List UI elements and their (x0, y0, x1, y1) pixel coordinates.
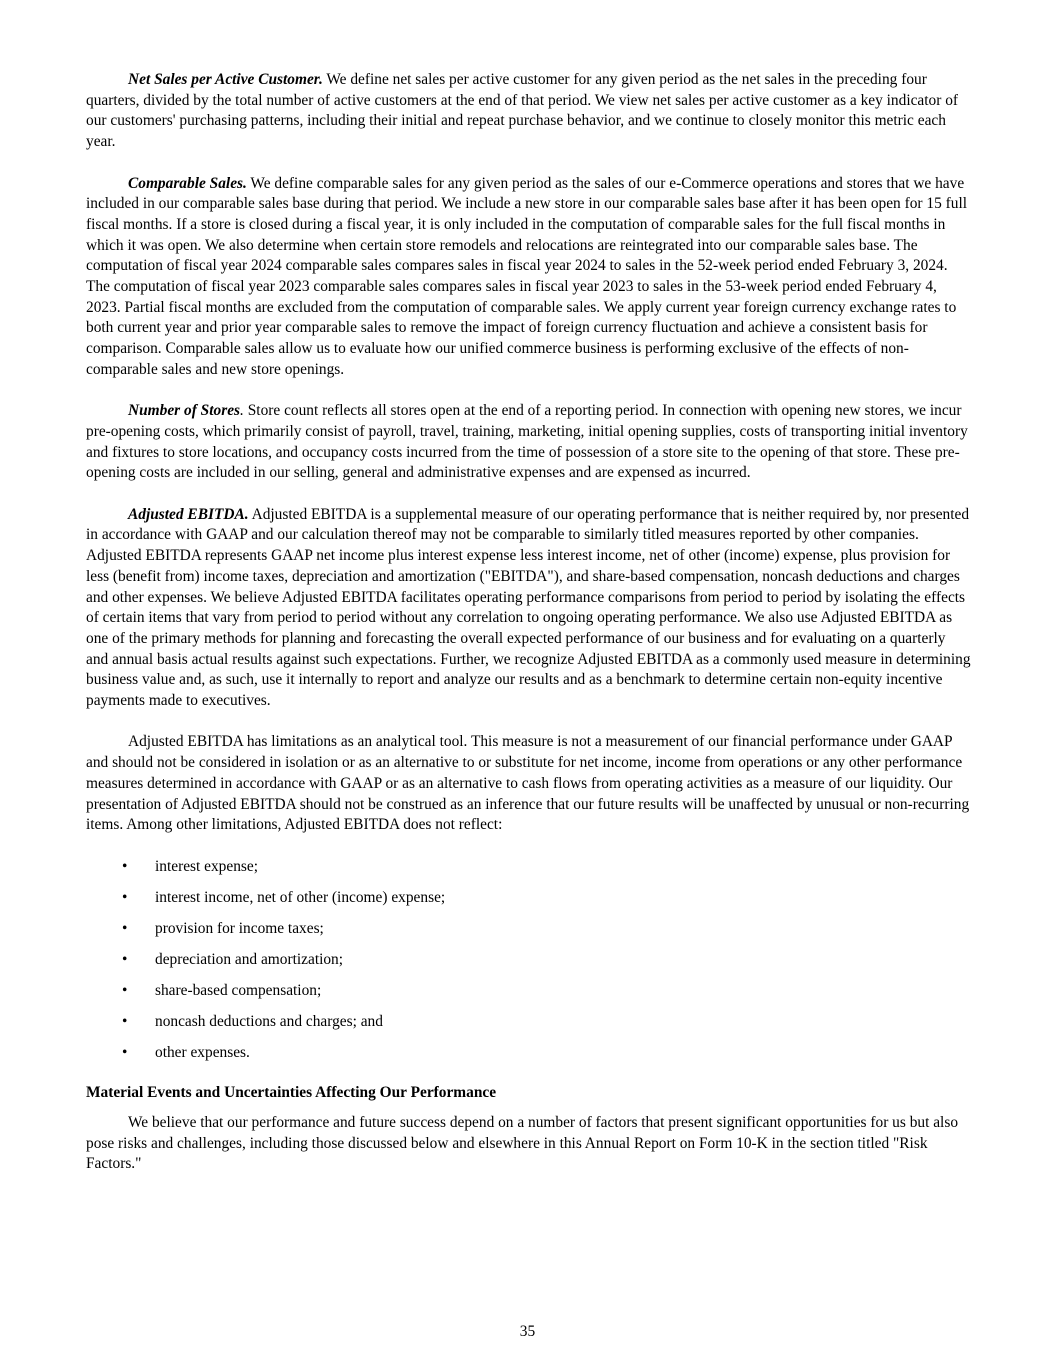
paragraph-net-sales-per-active-customer (86, 70, 971, 153)
list-item-text: provision for income taxes; (155, 920, 324, 938)
paragraph-comparable-sales (86, 174, 971, 381)
list-item (86, 950, 971, 971)
list-item (86, 1043, 971, 1064)
list-item (86, 981, 971, 1002)
list-item (86, 919, 971, 940)
list-item-text: noncash deductions and charges; and (155, 1013, 383, 1031)
paragraph-body: Adjusted EBITDA is a supplemental measure of our operating performance that is neither required by, nor presented in accordance with GAAP and our calculation thereof may not be comparable to similarly titled measures reported by other companies. Adjusted EBITDA represents GAAP net income plus interest expense less interest income, net of other (income) expense, plus provision for less (benefit from) income taxes, depreciation and amortization ("EBITDA"), and share-based compensation, noncash deductions and charges and other expenses. We believe Adjusted EBITDA facilitates operating performance comparisons from period to period by isolating the effects of certain items that vary from period to period without any correlation to ongoing operating performance. We also use Adjusted EBITDA as one of the primary methods for planning and forecasting the overall expected performance of our business and for evaluating on a quarterly and annual basis actual results against such expectations. Further, we recognize Adjusted EBITDA as a commonly used measure in determining business value and, as such, use it internally to report and analyze our results and as a benchmark to determine certain non-equity incentive payments made to executives. (86, 505, 971, 710)
paragraph-body: We define comparable sales for any given period as the sales of our e-Commerce operations and stores that we have included in our comparable sales base during that period. We include a new store in our comparable sales base after it has been open for 15 full fiscal months. If a store is closed during a fiscal year, it is only included in the computation of comparable sales for the full fiscal months in which it was open. We also determine when certain store remodels and relocations are reintegrated into our comparable sales base. The computation of fiscal year 2024 comparable sales compares sales in fiscal year 2024 to sales in the 52-week period ended February 3, 2024. The computation of fiscal year 2023 comparable sales compares sales in fiscal year 2023 to sales in the 53-week period ended February 4, 2023. Partial fiscal months are excluded from the computation of comparable sales. We apply current year foreign currency exchange rates to both current year and prior year comparable sales to remove the impact of foreign currency fluctuation and achieve a consistent basis for comparison. Comparable sales allow us to evaluate how our unified commerce business is performing exclusive of the effects of non-comparable sales and new store openings. (86, 174, 968, 378)
bullet-icon: • (122, 982, 128, 1000)
section-heading: Material Events and Uncertainties Affecting Our Performance (86, 1084, 497, 1102)
paragraph-adjusted-ebitda (86, 505, 971, 712)
page-number: 35 (519, 1323, 536, 1340)
list-item (86, 857, 971, 878)
paragraph-ebitda-limitations: Adjusted EBITDA has limitations as an analytical tool. This measure is not a measurement of our financial performance under GAAP and should not be considered in isolation or as an alternative to or substitute for net income, income from operations or any other performance measures determined in accordance with GAAP or as an alternative to cash flows from operating activities as a measure of our liquidity. Our presentation of Adjusted EBITDA should not be construed as an inference that our future results will be unaffected by unusual or non-recurring items. Among other limitations, Adjusted EBITDA does not reflect: (86, 733, 970, 834)
list-item-text: share-based compensation; (155, 982, 322, 1000)
list-item (86, 1012, 971, 1033)
document-page (86, 70, 971, 1175)
bullet-icon: • (122, 857, 128, 875)
list-item-text: other expenses. (155, 1044, 250, 1062)
bullet-icon: • (122, 889, 128, 907)
paragraph-lead-punctuation: . (240, 402, 244, 420)
paragraph-number-of-stores (86, 401, 971, 484)
bullet-icon: • (122, 1044, 128, 1062)
list-item (86, 888, 971, 909)
bullet-icon: • (122, 920, 128, 938)
paragraph-lead: Comparable Sales. (128, 174, 247, 192)
paragraph-body: We define net sales per active customer for any given period as the net sales in the preceding four quarters, divided by the total number of active customers at the end of that period. We view net sales per active customer as a key indicator of our customers' purchasing patterns, including their initial and repeat purchase behavior, and we continue to closely monitor this metric each year. (86, 71, 959, 151)
bullet-icon: • (122, 1013, 128, 1031)
ebitda-exclusions-list (86, 857, 971, 1064)
paragraph-lead: Number of Stores (128, 402, 241, 420)
paragraph-lead: Net Sales per Active Customer. (128, 71, 323, 88)
paragraph-body: Store count reflects all stores open at the end of a reporting period. In connection with opening new stores, we incur pre-opening costs, which primarily consist of payroll, travel, training, marketing, initial opening supplies, costs of transporting initial inventory and fixtures to store locations, and occupancy costs incurred from the time of possession of a store site to the opening of that store. These pre-opening costs are included in our selling, general and administrative expenses and are expensed as incurred. (86, 402, 968, 482)
paragraph-material-events: We believe that our performance and future success depend on a number of factors that present significant opportunities for us but also pose risks and challenges, including those discussed below and elsewhere in this Annual Report on Form 10-K in the section titled "Risk Factors." (86, 1113, 959, 1173)
bullet-icon: • (122, 951, 128, 969)
paragraph-lead: Adjusted EBITDA. (128, 505, 249, 523)
list-item-text: depreciation and amortization; (155, 951, 344, 969)
list-item-text: interest expense; (155, 857, 258, 875)
list-item-text: interest income, net of other (income) expense; (155, 889, 446, 907)
